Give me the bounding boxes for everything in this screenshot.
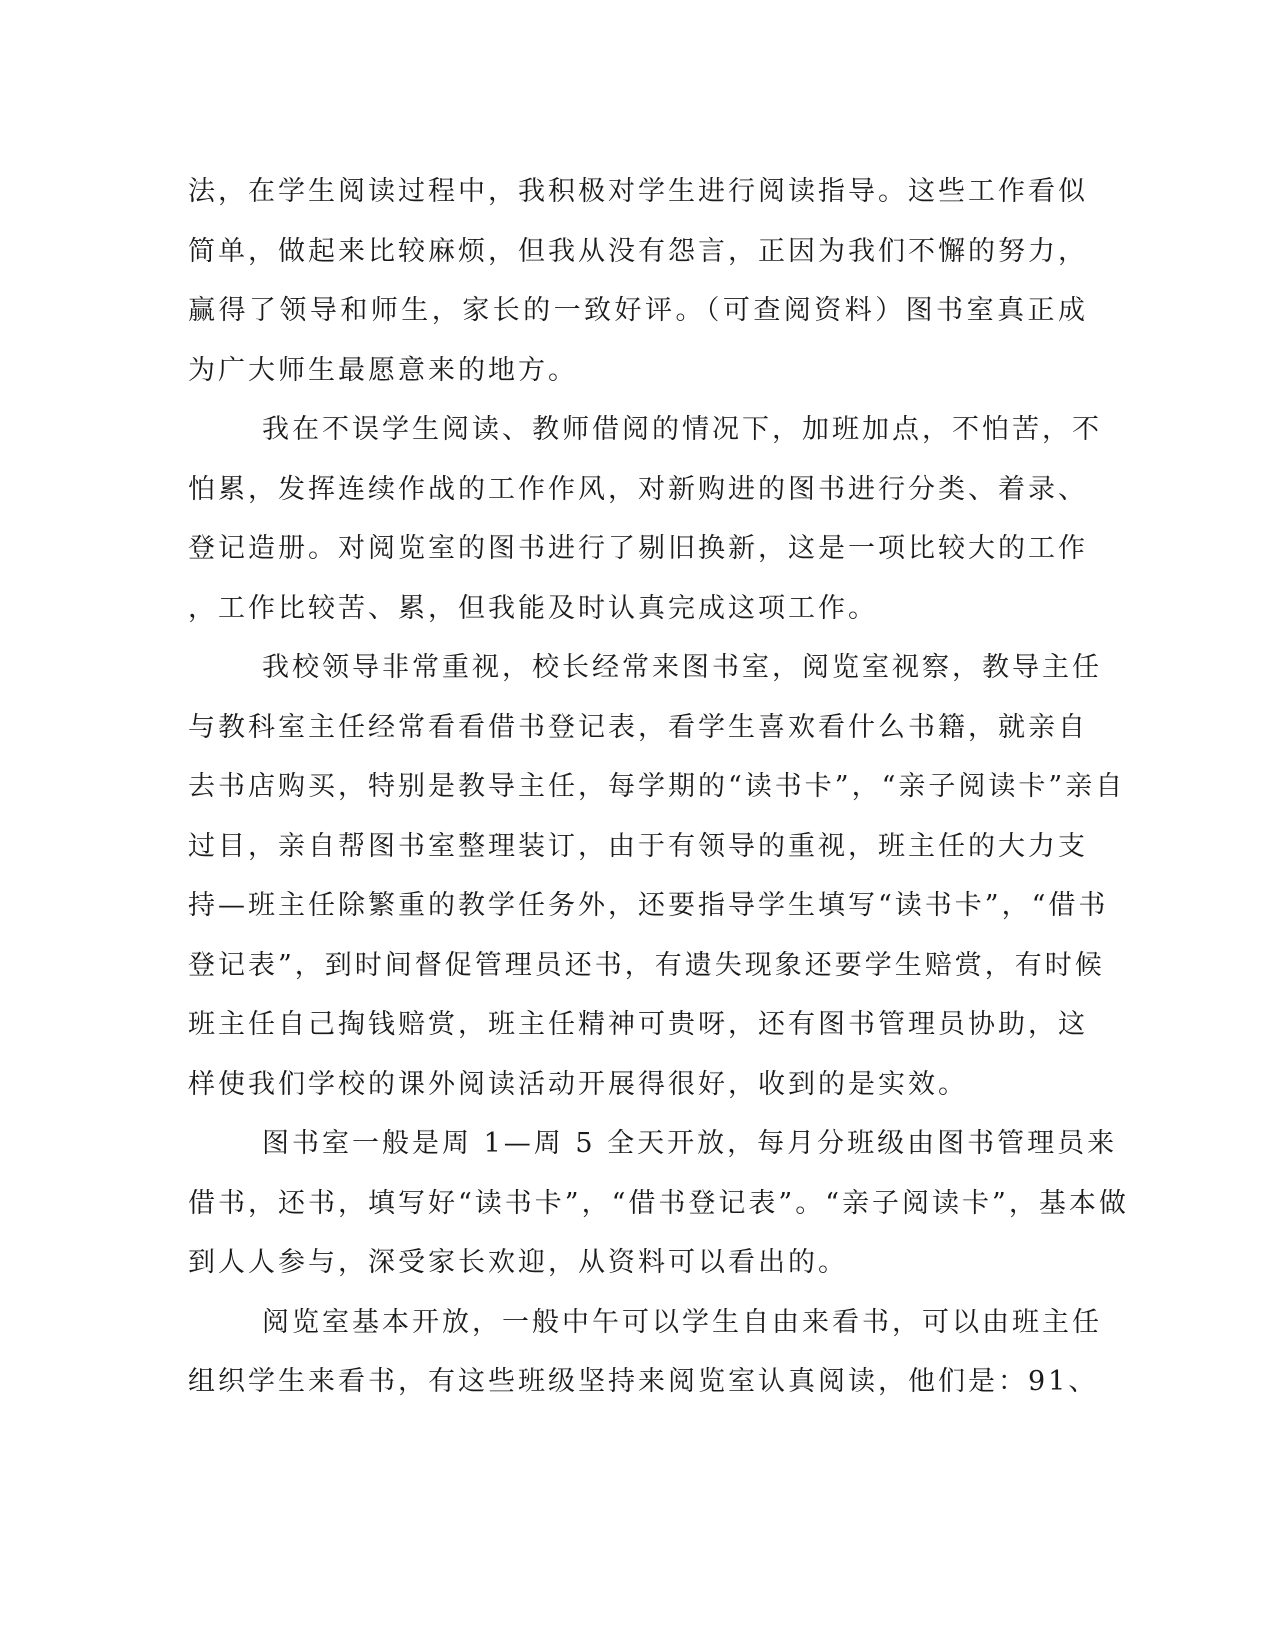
text-line: 登记表”，到时间督促管理员还书，有遗失现象还要学生赔赏，有时候 <box>188 949 1105 981</box>
text-line: 图书室一般是周 1—周 5 全天开放，每月分班级由图书管理员来 <box>262 1128 1118 1159</box>
text-line: 持—班主任除繁重的教学任务外，还要指导学生填写“读书卡”，“借书 <box>188 890 1109 921</box>
text-line: 为广大师生最愿意来的地方。 <box>188 354 578 386</box>
document-body <box>188 162 1129 1412</box>
text-line: 班主任自己掏钱赔赏，班主任精神可贵呀，还有图书管理员协助，这 <box>188 1009 1088 1040</box>
text-line: 去书店购买，特别是教导主任，每学期的“读书卡”，“亲子阅读卡”亲自 <box>188 771 1126 802</box>
text-line: 我在不误学生阅读、教师借阅的情况下，加班加点，不怕苦，不 <box>262 414 1102 445</box>
text-line: 过目，亲自帮图书室整理装订，由于有领导的重视，班主任的大力支 <box>188 830 1088 862</box>
text-line: 样使我们学校的课外阅读活动开展得很好，收到的是实效。 <box>188 1068 968 1100</box>
text-line: 怕累，发挥连续作战的工作作风，对新购进的图书进行分类、着录、 <box>188 473 1088 505</box>
text-line: 法，在学生阅读过程中，我积极对学生进行阅读指导。这些工作看似 <box>188 176 1088 207</box>
text-line: 简单，做起来比较麻烦，但我从没有怨言，正因为我们不懈的努力， <box>188 235 1088 267</box>
paragraph <box>188 400 1102 638</box>
paragraph <box>188 1114 1129 1293</box>
text-line: 组织学生来看书，有这些班级坚持来阅览室认真阅读，他们是：91、 <box>188 1366 1099 1397</box>
text-line: ，工作比较苦、累，但我能及时认真完成这项工作。 <box>188 592 878 624</box>
text-line: 到人人参与，深受家长欢迎，从资料可以看出的。 <box>188 1247 848 1278</box>
text-line: 与教科室主任经常看看借书登记表，看学生喜欢看什么书籍，就亲自 <box>188 711 1088 743</box>
text-line: 我校领导非常重视，校长经常来图书室，阅览室视察，教导主任 <box>262 652 1102 683</box>
text-line: 借书，还书，填写好“读书卡”，“借书登记表”。“亲子阅读卡”，基本做 <box>188 1187 1129 1219</box>
paragraph <box>188 162 1088 400</box>
text-line: 赢得了领导和师生，家长的一致好评。（可查阅资料）图书室真正成 <box>188 295 1088 326</box>
paragraph <box>188 638 1126 1114</box>
text-line: 登记造册。对阅览室的图书进行了剔旧换新，这是一项比较大的工作 <box>188 533 1088 564</box>
paragraph <box>188 1293 1102 1412</box>
text-line: 阅览室基本开放，一般中午可以学生自由来看书，可以由班主任 <box>262 1306 1102 1338</box>
